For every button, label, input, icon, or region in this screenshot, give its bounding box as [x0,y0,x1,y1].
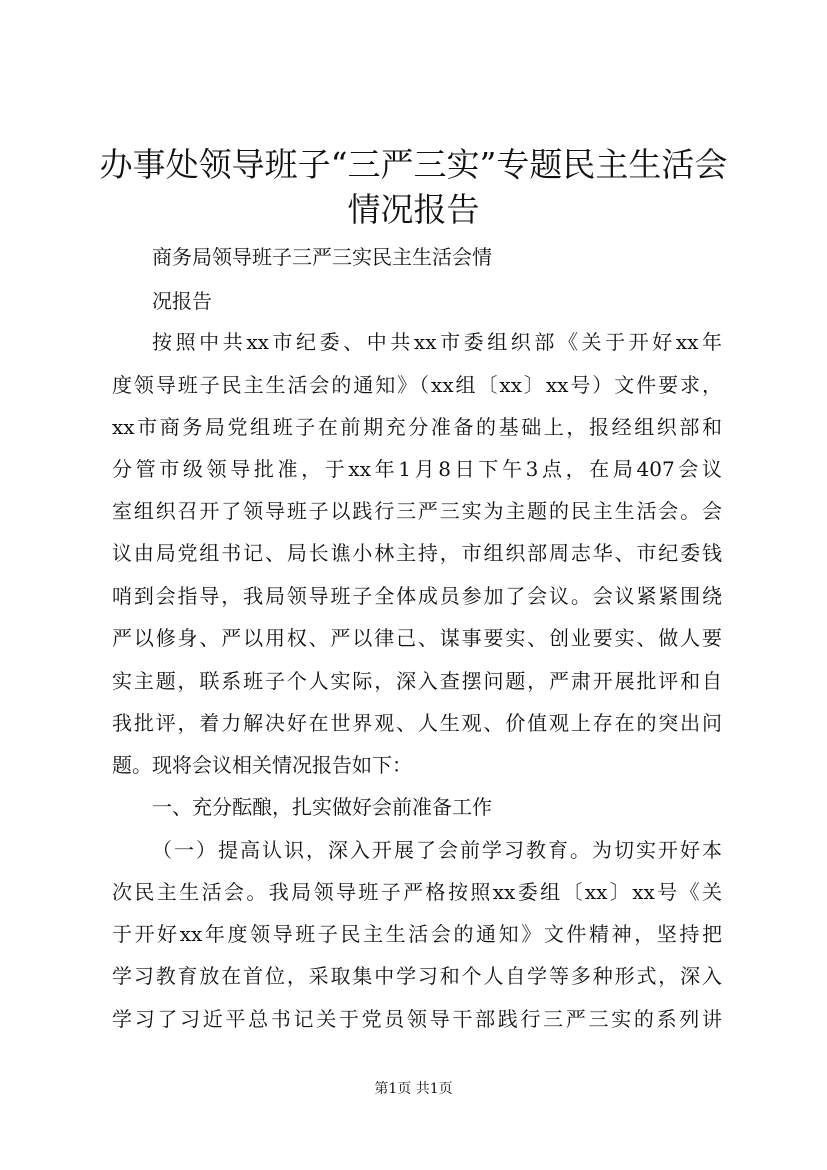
body-line: 于开好xx年度领导班子民主生活会的通知》文件精神，坚持把 [112,922,722,946]
subtitle-line-1: 商务局领导班子三严三实民主生活会情 [152,245,492,269]
body-line: 议由局党组书记、局长谯小林主持，市组织部周志华、市纪委钱 [112,541,722,565]
subtitle-line-2: 况报告 [152,289,212,313]
body-line: 按照中共xx市纪委、中共xx市委组织部《关于开好xx年 [152,330,722,354]
body-line: 室组织召开了领导班子以践行三严三实为主题的民主生活会。会 [112,499,722,523]
body-line: 严以修身、严以用权、严以律己、谋事要实、创业要实、做人要 [112,626,722,650]
body-line: 实主题，联系班子个人实际，深入查摆问题，严肃开展批评和自 [112,669,722,693]
section-heading: 一、充分酝酿，扎实做好会前准备工作 [152,795,492,819]
body-line: 学习教育放在首位，采取集中学习和个人自学等多种形式，深入 [112,964,722,988]
body-line: 题。现将会议相关情况报告如下： [112,753,412,777]
body-line: xx市商务局党组班子在前期充分准备的基础上，报经组织部和 [112,415,722,439]
body-line: 分管市级领导批准，于xx年1月8日下午3点，在局407会议 [112,457,722,481]
body-line: 哨到会指导，我局领导班子全体成员参加了会议。会议紧紧围绕 [112,584,722,608]
page-footer: 第1页 共1页 [374,1081,453,1097]
body-line: 我批评，着力解决好在世界观、人生观、价值观上存在的突出问 [112,711,722,735]
title-line-1: 办事处领导班子“三严三实”专题民主生活会 [99,145,728,184]
body-line: 次民主生活会。我局领导班子严格按照xx委组〔xx〕xx号《关 [112,880,722,904]
document-title [60,142,767,232]
body-line: （一）提高认识，深入开展了会前学习教育。为切实开好本 [152,838,722,862]
title-line-2: 情况报告 [347,190,480,229]
body-line: 度领导班子民主生活会的通知》（xx组〔xx〕xx号）文件要求， [112,373,722,397]
body-line: 学习了习近平总书记关于党员领导干部践行三严三实的系列讲 [112,1007,722,1031]
